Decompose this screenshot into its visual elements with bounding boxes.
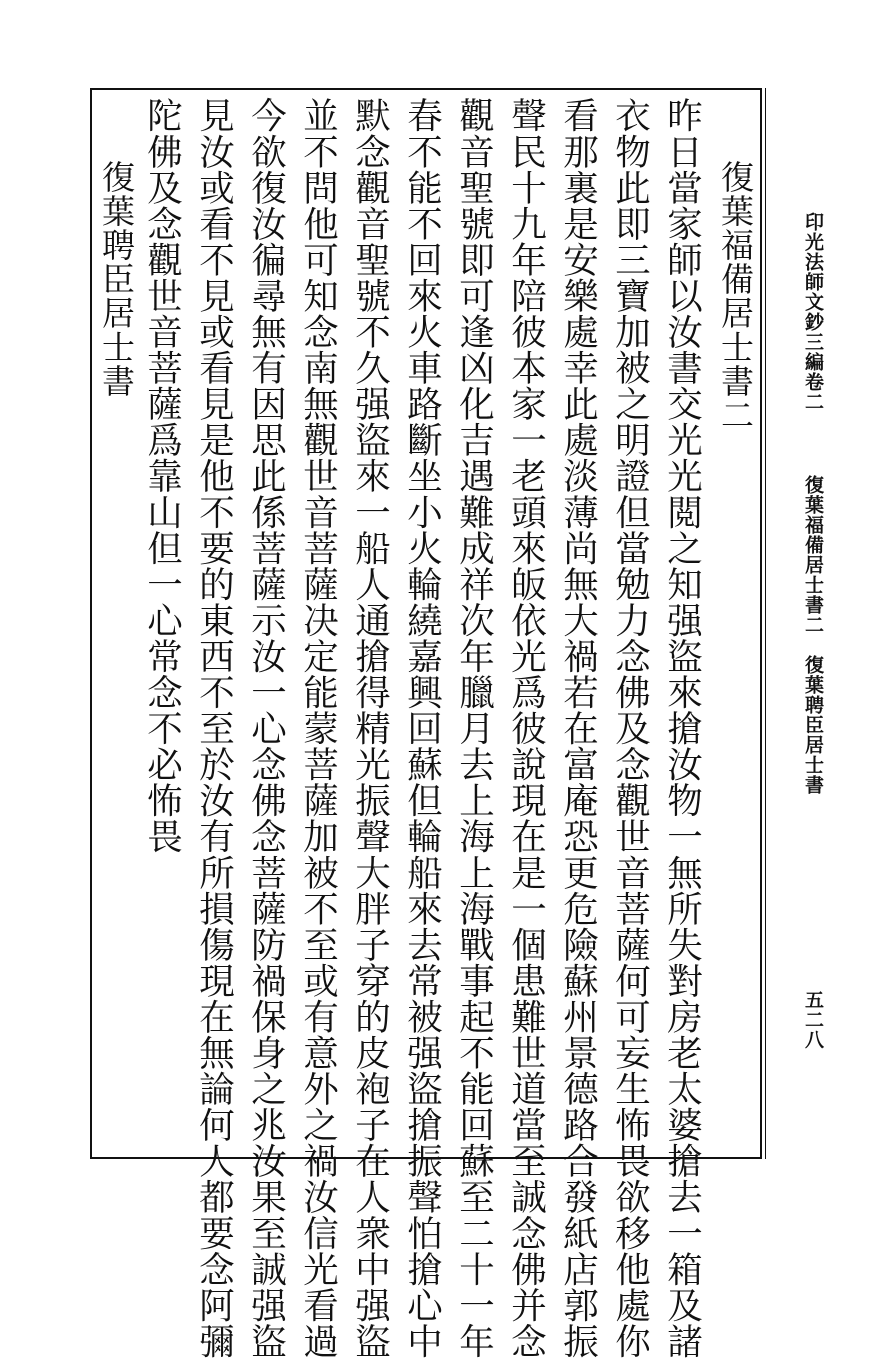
letter1-line: 衣物此即三寶加被之明證但當勉力念佛及念觀世音菩薩何可妄生怖畏欲移他處你 [609,97,651,1359]
letter1-line: 昨日當家師以汝書交光光閲之知强盜來搶汝物一無所失對房老太婆搶去一箱及諸 [661,97,703,1359]
margin-book-title: 印光法師文鈔三編卷二 [802,212,824,412]
letter2-title: 復葉聘臣居士書 [97,160,136,398]
letter1-line: 並不問他可知念南無觀世音菩薩决定能蒙菩薩加被不至或有意外之禍汝信光看過 [297,97,339,1359]
letter1-line: 聲民十九年陪彼本家一老頭來皈依光爲彼說現在是一個患難世道當至誠念佛并念 [505,97,547,1359]
margin-section-titles: 復葉福備居士書二 復葉聘臣居士書 [802,475,824,795]
letter1-line: 今欲復汝徧尋無有因思此係菩薩示汝一心念佛念菩薩防禍保身之兆汝果至誠强盜 [245,97,287,1359]
margin-page-number: 五二八 [802,990,824,1050]
letter1-title: 復葉福備居士書二 [716,160,755,432]
letter1-line: 春不能不回來火車路斷坐小火輪繞嘉興回蘇但輪船來去常被强盜搶振聲怕搶心中 [401,97,443,1359]
letter1-line: 觀音聖號即可逢凶化吉遇難成祥次年臘月去上海上海戰事起不能回蘇至二十一年 [453,97,495,1359]
frame-right-rule [760,88,762,1159]
letter1-line: 陀佛及念觀世音菩薩爲靠山但一心常念不必怖畏 [141,97,183,855]
frame-top-rule [90,88,762,90]
frame-right-rule-inner [765,88,766,1159]
letter1-line: 見汝或看不見或看見是他不要的東西不至於汝有所損傷現在無論何人都要念阿彌 [193,97,235,1359]
letter1-line: 看那裏是安樂處幸此處淡薄尚無大禍若在富庵恐更危險蘇州景德路合發紙店郭振 [557,97,599,1359]
letter1-line: 默念觀音聖號不久强盜來一船人通搶得精光振聲大胖子穿的皮袍子在人衆中强盜 [349,97,391,1359]
frame-left-rule [90,88,92,1158]
